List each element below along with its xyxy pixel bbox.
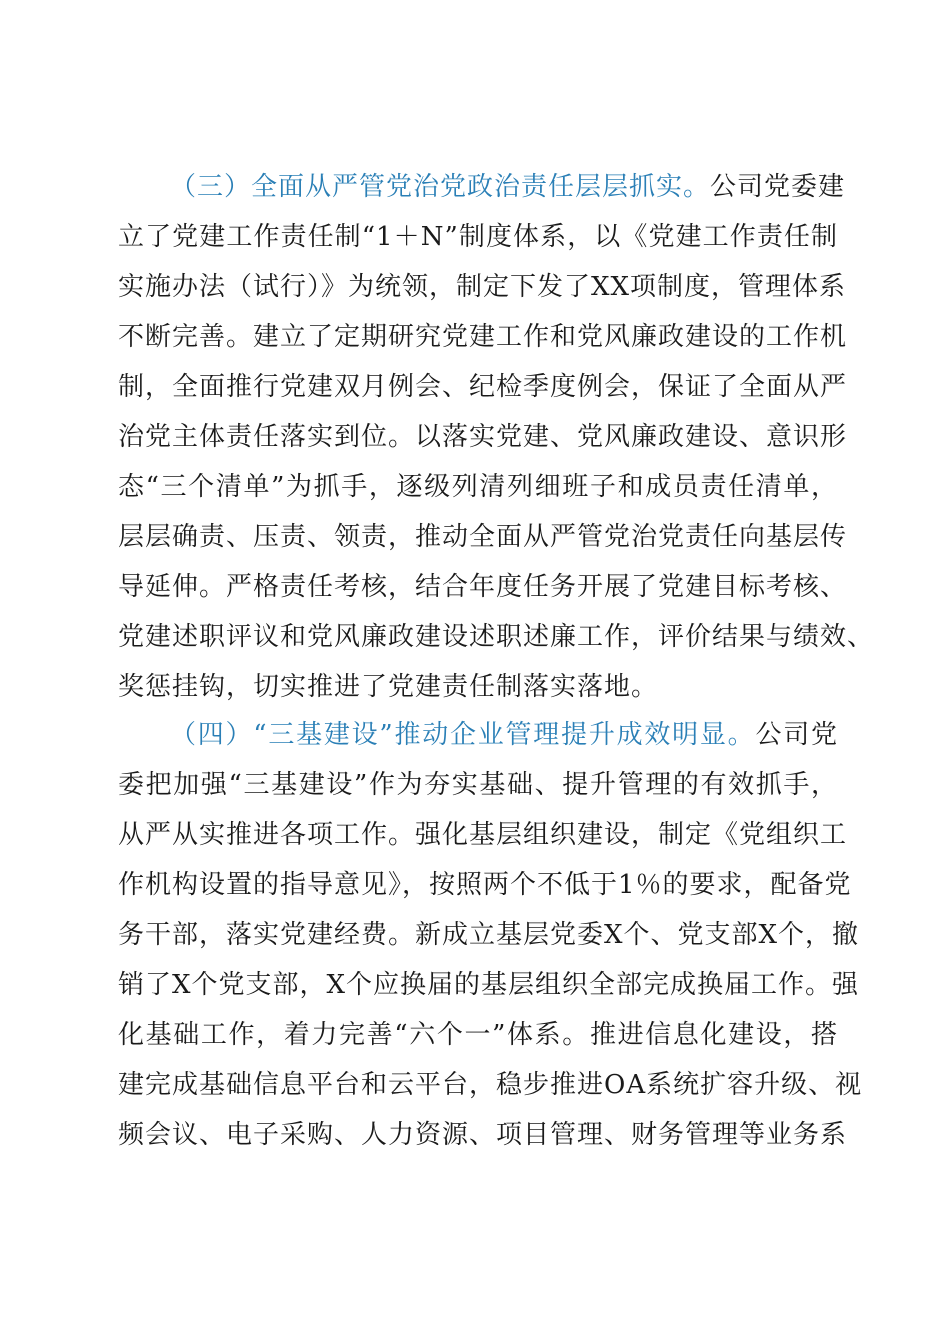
text-run: 公司党 bbox=[755, 720, 838, 750]
text-line: 党建述职评议和党风廉政建设述职述廉工作，评价结果与绩效、 bbox=[118, 622, 875, 652]
text-line: 治党主体责任落实到位。以落实党建、党风廉政建设、意识形 bbox=[118, 422, 848, 452]
text-line: 销了X个党支部，X个应换届的基层组织全部完成换届工作。强 bbox=[118, 970, 860, 1000]
text-line: 实施办法（试行）》为统领，制定下发了XX项制度，管理体系 bbox=[118, 272, 847, 302]
text-line: 委把加强“三基建设”作为夯实基础、提升管理的有效抓手， bbox=[118, 770, 838, 800]
text-line: 从严从实推进各项工作。强化基层组织建设，制定《党组织工 bbox=[118, 820, 848, 850]
paragraph-first-line bbox=[118, 710, 838, 760]
text-line: 奖惩挂钩，切实推进了党建责任制落实落地。 bbox=[118, 672, 659, 702]
text-line: 不断完善。建立了定期研究党建工作和党风廉政建设的工作机 bbox=[118, 322, 848, 352]
section-3-paragraph bbox=[118, 162, 875, 712]
text-run: 公司党委建 bbox=[710, 172, 846, 202]
text-line: 作机构设置的指导意见》，按照两个不低于1％的要求，配备党 bbox=[118, 870, 852, 900]
paragraph-first-line bbox=[118, 162, 846, 212]
text-line: 化基础工作，着力完善“六个一”体系。推进信息化建设，搭 bbox=[118, 1020, 838, 1050]
text-line: 频会议、电子采购、人力资源、项目管理、财务管理等业务系 bbox=[118, 1120, 848, 1150]
section-heading: （三）全面从严管党治党政治责任层层抓实。 bbox=[170, 172, 711, 202]
text-line: 建完成基础信息平台和云平台，稳步推进OA系统扩容升级、视 bbox=[118, 1070, 863, 1100]
text-line: 态“三个清单”为抓手，逐级列清列细班子和成员责任清单， bbox=[118, 472, 838, 502]
section-4-paragraph bbox=[118, 710, 863, 1160]
text-line: 务干部，落实党建经费。新成立基层党委X个、党支部X个，撤 bbox=[118, 920, 860, 950]
section-heading: （四）“三基建设”推动企业管理提升成效明显。 bbox=[170, 720, 756, 750]
text-line: 立了党建工作责任制“1＋N”制度体系，以《党建工作责任制 bbox=[118, 222, 838, 252]
text-line: 制，全面推行党建双月例会、纪检季度例会，保证了全面从严 bbox=[118, 372, 848, 402]
text-line: 层层确责、压责、领责，推动全面从严管党治党责任向基层传 bbox=[118, 522, 848, 552]
text-line: 导延伸。严格责任考核，结合年度任务开展了党建目标考核、 bbox=[118, 572, 848, 602]
